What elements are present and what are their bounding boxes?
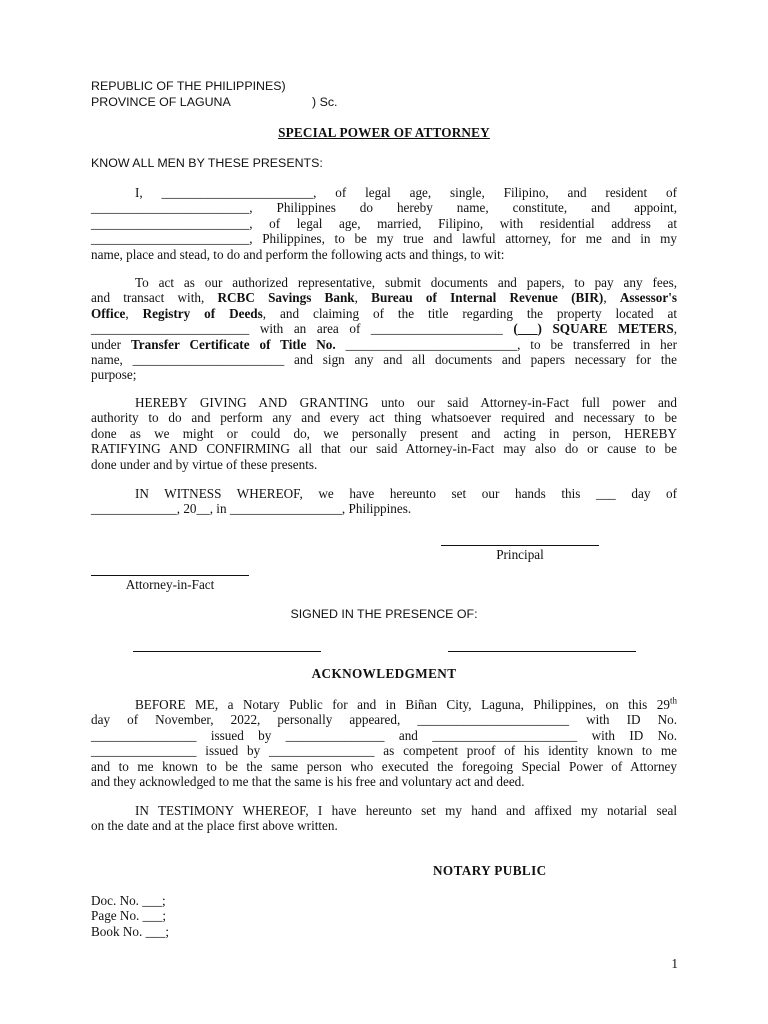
know-all-heading: KNOW ALL MEN BY THESE PRESENTS: — [91, 156, 323, 170]
paragraph-testimony — [91, 803, 677, 834]
paragraph-granting — [91, 395, 677, 472]
attorney-label: Attorney-in-Fact — [125, 577, 215, 592]
p3-line-2: authority to do and perform any and every act thing whatsoever required and necessary to be — [91, 410, 677, 426]
p1-line-1: I, _______________________, of legal age, single, Filipino, and resident of — [135, 185, 677, 200]
office: Office — [91, 305, 126, 321]
p2-l4a: ________________________ with an area of ____________________ — [91, 321, 514, 337]
p6-line-1: IN TESTIMONY WHEREOF, I have hereunto set my hand and affixed my notarial seal — [135, 803, 677, 818]
p3-line-4: RATIFYING AND CONFIRMING all that our said Attorney-in-Fact may also do or cause to be — [91, 441, 677, 457]
assessors: Assessor's — [619, 290, 678, 306]
p2-l2e: , — [603, 290, 620, 306]
witness-1-signature-line[interactable] — [133, 651, 321, 652]
p5-line-5: and to me known to be the same person who executed the foregoing Special Power of Attorney — [91, 758, 677, 774]
paragraph-witness — [91, 486, 677, 517]
p1-line-5: name, place and stead, to do and perform the following acts and things, to wit: — [91, 246, 505, 262]
p2-line-7: purpose; — [91, 367, 137, 383]
p2-line-1: To act as our authorized representative, submit documents and papers, to pay any fees, — [135, 275, 677, 290]
p2-line-6: name, _______________________ and sign any and all documents and papers necessary for the — [91, 352, 677, 368]
square-meters: (___) SQUARE METERS — [513, 321, 674, 337]
p4-line-2: _____________, 20__, in _________________, Philippines. — [91, 501, 412, 517]
p5-l1-sup: th — [669, 695, 677, 706]
header-line-1: REPUBLIC OF THE PHILIPPINES) — [91, 79, 286, 93]
bir: Bureau of Internal Revenue (BIR) — [371, 290, 604, 306]
p4-line-1: IN WITNESS WHEREOF, we have hereunto set our hands this ___ day of — [135, 486, 677, 501]
p2-line-2 — [91, 290, 677, 305]
witness-2-signature-line[interactable] — [448, 651, 636, 652]
p2-l3d: , and claiming of the title regarding the property located at — [262, 305, 677, 321]
p5-line-3: ________________ issued by _______________ and ______________________ with ID No. — [91, 727, 677, 743]
header-line-2-left: PROVINCE OF LAGUNA — [91, 95, 231, 109]
p1-line-4: ________________________, Philippines, to be my true and lawful attorney, for me and in my — [91, 231, 677, 247]
p2-line-5 — [91, 337, 677, 352]
p1-line-3: ________________________, of legal age, married, Filipino, with residential address at — [91, 215, 677, 231]
page-no: Page No. ___; — [91, 908, 167, 923]
p5-line-1 — [91, 697, 677, 712]
p5-line-2: day of November, 2022, personally appeared, _______________________ with ID No. — [91, 712, 677, 728]
p2-line-4 — [91, 321, 677, 336]
p5-line-6: and they acknowledged to me that the same is his free and voluntary act and deed. — [91, 774, 525, 790]
p2-l4c: , — [673, 321, 677, 337]
p5-line-4: ________________ issued by ________________ as competent proof of his identity known to me — [91, 743, 677, 759]
attorney-signature-line[interactable] — [91, 575, 249, 576]
principal-signature-line[interactable] — [441, 545, 599, 546]
doc-no: Doc. No. ___; — [91, 893, 166, 908]
p3-line-5: done under and by virtue of these presents. — [91, 456, 318, 472]
acknowledgment-title: ACKNOWLEDGMENT — [311, 666, 457, 681]
p2-l5c: __________________________, to be transferred in her — [335, 336, 677, 352]
p1-line-2: ________________________, Philippines do hereby name, constitute, and appoint, — [91, 200, 677, 216]
paragraph-before-me — [91, 697, 677, 789]
p3-line-3: done as we might or could do, we personally present and acting in person, HEREBY — [91, 425, 677, 441]
p2-l3b: , — [125, 305, 143, 321]
p3-line-1: HEREBY GIVING AND GRANTING unto our said Attorney-in-Fact full power and — [135, 395, 677, 410]
paragraph-authority — [91, 275, 677, 383]
document-title: SPECIAL POWER OF ATTORNEY — [278, 125, 490, 140]
p2-l2a: and transact with, — [91, 290, 218, 306]
principal-label: Principal — [496, 547, 544, 562]
book-no: Book No. ___; — [91, 924, 170, 939]
header-line-2-right: ) Sc. — [312, 95, 338, 109]
tct-label: Transfer Certificate of Title No. — [130, 336, 336, 352]
notary-public-label: NOTARY PUBLIC — [433, 863, 547, 878]
page-number: 1 — [671, 956, 678, 971]
signed-presence-heading: SIGNED IN THE PRESENCE OF: — [290, 607, 478, 621]
paragraph-appointment — [91, 185, 677, 262]
rcbc-bank: RCBC Savings Bank — [217, 290, 355, 306]
p5-l1a: BEFORE ME, a Notary Public for and in Biñan City, Laguna, Philippines, on this 29 — [135, 697, 670, 712]
p2-l5a: under — [91, 336, 131, 352]
registry-of-deeds: Registry of Deeds — [142, 305, 263, 321]
p2-line-3 — [91, 306, 677, 321]
p6-line-2: on the date and at the place first above written. — [91, 818, 338, 834]
p2-l2c: , — [354, 290, 372, 306]
